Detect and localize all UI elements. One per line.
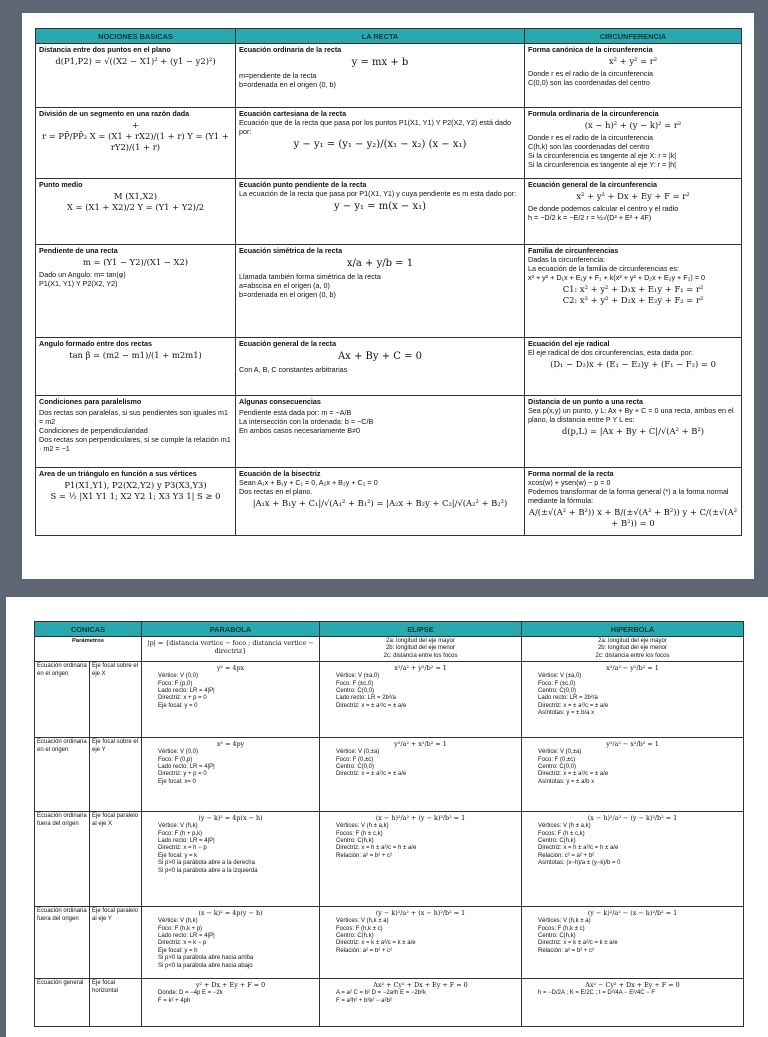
header-elipse: ELIPSE	[320, 622, 522, 637]
formula-title: Ecuación de la bisectriz	[239, 469, 321, 478]
formula-title: Angulo formado entre dos rectas	[39, 339, 153, 348]
formula-cell	[36, 245, 236, 338]
formula-row	[36, 179, 742, 245]
elipse-details: Vértices: V (h,k ± a) Focos: F (h,k ± c) Centro: C(h,k) Directriz: x = k ± a²/c = k ± a/e Relación: a² = b² + c²	[336, 918, 416, 954]
formula-equation: m = (Y1 − Y2)/(X1 − X2)	[82, 257, 189, 267]
parabola-equation: (y − k)² = 4p(x − h)	[198, 814, 263, 823]
conic-axis-label: Eje focal paralelo al eje X	[92, 813, 139, 827]
hiperbola-details: Vértices: V (h,k ± a) Focos: F (h,k ± c) Centro: C(h,k) Directriz: x = k ± a²/c = k ± a/e Relación: a² = b² + c²	[538, 918, 618, 954]
formula-cell	[236, 245, 525, 338]
formula-title: Forma normal de la recta	[528, 469, 614, 478]
formula-title: Punto medio	[39, 180, 83, 189]
hiperbola-equation: y²/a² − x²/b² = 1	[606, 740, 659, 749]
formula-title: Ecuación general de la circunferencia	[528, 180, 658, 189]
elipse-details: A = a² C = b² D = −2a²h E = −2b²k F = a²h² + b²k² − a²b²	[336, 990, 427, 1004]
formula-title: Formula ordinaria de la circunferencia	[528, 109, 659, 118]
formula-cell	[36, 396, 236, 468]
parabola-equation: (x − k)² = 4p(y − h)	[198, 909, 263, 918]
formula-equation: Ax + By + C = 0	[337, 351, 423, 362]
formula-equation: d(P1,P2) = √((X2 − X1)² + (y1 − y2)²)	[55, 56, 216, 66]
formula-equation: C1: x² + y² + D₁x + E₁y + F₁ = r² C2: x² + y² + D₂x + E₂y + F₂ = r²	[562, 284, 704, 305]
parabola-equation: x² = 4py	[216, 740, 245, 749]
formula-cell	[525, 108, 742, 179]
conic-case-cell	[35, 907, 90, 979]
elipse-cell	[320, 662, 522, 738]
formula-text: m=pendiente de la recta b=ordenada en el origen (0, b)	[239, 71, 336, 89]
formula-equation: tan β = (m2 − m1)/(1 + m2m1)	[69, 350, 202, 360]
formula-row	[36, 396, 742, 468]
conic-row	[35, 738, 744, 812]
params-elipse-text: 2a: longitud del eje mayor 2b: longitud del eje menor 2c: distancia entre los focos	[383, 638, 458, 659]
elipse-equation: x²/a² + y²/b² = 1	[394, 664, 447, 673]
formula-cell	[236, 468, 525, 536]
formula-cell	[36, 108, 236, 179]
formula-text: Dadas la circunferencia: La ecuación de la familia de circunferencias es: x² + y² + D₁x + E₁y + F₁ + k(x² + y² + D₂x + E₂y + F₂) = 0	[528, 255, 706, 282]
formula-equation: + r = PP̄/PP̄₂ X = (X1 + rX2)/(1 + r) Y = (Y1 + rY2)/(1 + r)	[42, 120, 229, 152]
hiperbola-details: Vértice: V (±a,0) Foco: F (±c,0) Centro: C(0,0) Lado recto: LR = 2b²/a Directriz: x = ± a²/c = ± a/e Asíntotas: y = ± b/a x	[538, 673, 609, 717]
parabola-equation: y² + Dx + Ey + F = 0	[195, 981, 266, 990]
conic-row	[35, 979, 744, 1027]
params-label: Parámetros	[35, 637, 142, 662]
formula-text: Sea p(x,y) un punto, y L: Ax + By + C = 0 una recta, ambos en el plano, la distancia entre P Y L es:	[528, 406, 734, 424]
formula-equation: M (X1,X2) X = (X1 + X2)/2 Y = (Y1 + Y2)/2	[66, 191, 205, 212]
formula-equation: P1(X1,Y1), P2(X2,Y2) y P3(X3,Y3) S = ½ |X1 Y1 1; X2 Y2 1; X3 Y3 1| S ≥ 0	[50, 480, 221, 501]
elipse-cell	[320, 812, 522, 907]
formula-title: Forma canónica de la circunferencia	[528, 45, 653, 54]
conic-row	[35, 812, 744, 907]
elipse-equation: (x − h)²/a² + (y − k)²/b² = 1	[375, 814, 466, 823]
conic-case-label: Ecuación ordinaria fuera del origen	[37, 813, 87, 827]
conic-axis-cell	[90, 662, 142, 738]
formula-text: Sean A₁x + B₁y + C₁ = 0, A₂x + B₂y + C₂ = 0 Dos rectas en el plano.	[239, 478, 378, 496]
header-hiperbola: HIPERBOLA	[522, 622, 744, 637]
formula-title: Familia de circunferencias	[528, 246, 619, 255]
conic-axis-cell	[90, 907, 142, 979]
formula-cell	[525, 396, 742, 468]
formula-text: El eje radical de dos circunferencias, esta dada por:	[528, 348, 694, 357]
formula-text: De donde podemos calcular el centro y el radio h = −D/2 k = −E/2 r = ½√(D² + E² + 4F)	[528, 204, 679, 222]
elipse-equation: Ax² + Cy² + Dx + Ey + F = 0	[373, 981, 468, 990]
conic-axis-cell	[90, 812, 142, 907]
formula-title: Ecuación simétrica de la recta	[239, 246, 343, 255]
parabola-cell	[142, 662, 320, 738]
elipse-details: Vértice: V (0,±a) Foco: F (0,±c) Centro: C(0,0) Directriz: x = ± a²/c = ± a/e	[336, 749, 407, 778]
parabola-cell	[142, 738, 320, 812]
hiperbola-details: Vértices: V (h ± a,k) Focos: F (h ± c,k) Centro: C(h,k) Directriz: x = h ± a²/c = h ± a/e Relación: c² = a² + b² Asíntotas: (x−h)/a ± (y−k)/b = 0	[538, 823, 621, 867]
formula-text: xcos(w) + ysen(w) − p = 0 Podemos transformar de la forma general (*) a la forma normal mediante la fórmula:	[528, 478, 729, 505]
conic-case-cell	[35, 979, 90, 1027]
formula-cell	[236, 338, 525, 396]
elipse-details: Vértice: V (±a,0) Foco: F (±c,0) Centro: C(0,0) Lado recto: LR = 2b²/a Directriz: x = ± a²/c = ± a/e	[336, 673, 407, 709]
formula-equation: y = mx + b	[351, 57, 409, 68]
elipse-equation: y²/a² + x²/b² = 1	[394, 740, 447, 749]
parabola-details: Vértice: V (h,k) Foco: F (h,k + p) Lado recto: LR = 4|P| Directriz: x = k − p Eje focal: y = h Si p>0 la parábola abre hacia arriba Si p<0 la parábola abre hacia abajo	[158, 918, 254, 969]
formula-title: Condiciones para paralelismo	[39, 397, 142, 406]
parabola-details: Vértice: V (0,0) Foco: F (0,p) Lado recto: LR = 4|P| Directriz: y + p = 0 Eje focal: x= 0	[158, 749, 215, 785]
formula-title: Algunas consecuencias	[239, 397, 321, 406]
elipse-cell	[320, 979, 522, 1027]
formula-text: Dado un Angulo: m= tan(φ) P1(X1, Y1) Y P2(X2, Y2)	[39, 270, 126, 288]
params-elipse	[320, 637, 522, 662]
parabola-equation: y² = 4px	[216, 664, 245, 673]
formula-title: División de un segmento en una razón dada	[39, 109, 190, 118]
elipse-equation: (y − k)²/a² + (x − h)²/b² = 1	[375, 909, 466, 918]
hiperbola-cell	[522, 662, 744, 738]
formula-sheet-conics	[6, 597, 768, 1037]
params-hiperbola-text: 2a: longitud del eje mayor 2b: longitud del eje menor 2c: distancia entre los focos	[595, 638, 670, 659]
parabola-cell	[142, 979, 320, 1027]
formula-title: Ecuación punto pendiente de la recta	[239, 180, 367, 189]
formula-row	[36, 245, 742, 338]
formula-cell	[525, 338, 742, 396]
formula-title: Area de un triángulo en función a sus vértices	[39, 469, 197, 478]
hiperbola-cell	[522, 907, 744, 979]
conic-case-label: Ecuación ordinaria en el origen	[37, 739, 87, 753]
header-la-recta: LA RECTA	[236, 29, 525, 44]
formula-cell	[36, 179, 236, 245]
formula-equation: x² + y² + Dx + Ey + F = r²	[576, 191, 690, 201]
formula-text: Dos rectas son paralelas, si sus pendientes son iguales m1 = m2 Condiciones de perpendicularidad Dos rectas son perpendiculares, si se cumple la relación m1 · m2 = −1	[39, 408, 231, 453]
formula-title: Ecuación ordinaria de la recta	[239, 45, 342, 54]
formula-title: Ecuación general de la recta	[239, 339, 337, 348]
formula-equation: d(p,L) = |Ax + By + C|/√(A² + B²)	[561, 426, 705, 436]
formula-title: Distancia de un punto a una recta	[528, 397, 644, 406]
hiperbola-equation: (x − h)²/a² − (y − k)²/b² = 1	[587, 814, 678, 823]
formula-cell	[236, 396, 525, 468]
formula-cell	[36, 338, 236, 396]
elipse-cell	[320, 738, 522, 812]
conic-axis-label: Eje focal paralelo al eje Y	[92, 908, 139, 922]
params-parabola-text: |p| = {distancia vertice − foco ; distancia vertice − directriz}	[147, 639, 314, 655]
conic-case-cell	[35, 662, 90, 738]
formula-text: Pendiente está dada por: m = −A/B La intersección con la ordenada: b = −C/B En ambos casos necesariamente B≠0	[239, 408, 374, 435]
hiperbola-equation: x²/a² − y²/b² = 1	[606, 664, 659, 673]
formula-row	[36, 338, 742, 396]
formula-cell	[236, 108, 525, 179]
parabola-details: Vértice: V (h,k) Foco: F (h + p,k) Lado recto: LR = 4|P| Directriz: x = h − p Eje focal: y = k Si p>0 la parábola abre a la derecha Si p<0 la parábola abre a la izquierda	[158, 823, 258, 874]
conic-axis-label: Eje focal sobre el eje X	[92, 663, 139, 677]
formula-text: Llamada también forma simétrica de la recta a=abscisa en el origen (a, 0) b=ordenada en el origen (0, b)	[239, 272, 381, 299]
formula-text: Con A, B, C constantes arbitrarias	[239, 365, 348, 374]
parabola-cell	[142, 812, 320, 907]
header-conicas: CONICAS	[35, 622, 142, 637]
params-hiperbola	[522, 637, 744, 662]
conic-case-label: Ecuación ordinaria fuera del origen	[37, 908, 87, 922]
hiperbola-details: h = −D/2A ; K = E/2C ; t = D²/4A − E²/4C − F	[538, 990, 656, 997]
params-row	[35, 637, 744, 662]
formula-cell	[525, 468, 742, 536]
formula-equation: y − y₁ = (y₁ − y₂)/(x₁ − x₂) (x − x₁)	[293, 139, 467, 150]
formula-equation: y − y₁ = m(x − x₁)	[333, 201, 427, 212]
formula-text: La ecuación de la recta que pasa por P1(X1, Y1) y cuya pendiente es m esta dado por:	[239, 189, 517, 198]
formula-title: Distancia entre dos puntos en el plano	[39, 45, 171, 54]
formula-cell	[525, 179, 742, 245]
formula-cell	[36, 468, 236, 536]
hiperbola-cell	[522, 812, 744, 907]
formula-title: Ecuación del eje radical	[528, 339, 610, 348]
hiperbola-equation: (y − k)²/a² − (x − h)²/b² = 1	[587, 909, 678, 918]
conics-table	[34, 621, 744, 1027]
formula-equation: (x − h)² + (y − k)² = r²	[584, 120, 682, 130]
hiperbola-details: Vértice: V (0,±a) Foco: F (0,±c) Centro: C(0,0) Directriz: x = ± a²/c = ± a/e Asíntotas: y = ± a/b x	[538, 749, 609, 785]
conic-row	[35, 907, 744, 979]
geometry-table	[35, 28, 742, 536]
formula-title: Ecuación cartesiana de la recta	[239, 109, 347, 118]
formula-equation: A/(±√(A² + B²)) x + B/(±√(A² + B²)) y + C/(±√(A² + B²)) = 0	[528, 507, 738, 528]
formula-cell	[236, 179, 525, 245]
elipse-details: Vértices: V (h ± a,k) Focos: F (h ± c,k) Centro: C(h,k) Directriz: x = h ± a²/c = h ± a/e Relación: a² = b² + c²	[336, 823, 417, 859]
conic-axis-cell	[90, 738, 142, 812]
formula-cell	[525, 44, 742, 108]
header-nociones-basicas: NOCIONES BASICAS	[36, 29, 236, 44]
formula-equation: x/a + y/b = 1	[346, 258, 414, 269]
formula-row	[36, 108, 742, 179]
conic-case-label: Ecuación general	[37, 980, 84, 987]
header-parabola: PARABOLA	[142, 622, 320, 637]
formula-title: Pendiente de una recta	[39, 246, 118, 255]
formula-text: Ecuación que de la recta que pasa por los puntos P1(X1, Y1) Y P2(X2, Y2) está dado por:	[239, 118, 511, 136]
formula-row	[36, 468, 742, 536]
conic-row	[35, 662, 744, 738]
formula-equation: x² + y² = r²	[608, 56, 658, 66]
formula-row	[36, 44, 742, 108]
hiperbola-cell	[522, 738, 744, 812]
formula-cell	[36, 44, 236, 108]
header-circunferencia: CIRCUNFERENCIA	[525, 29, 742, 44]
conic-case-label: Ecuación ordinaria en el origen	[37, 663, 87, 677]
formula-text: Donde r es el radio de la circunferencia C(0,0) son las coordenadas del centro	[528, 69, 654, 87]
formula-equation: (D₁ − D₂)x + (E₁ − E₂)y + (F₁ − F₂) = 0	[550, 359, 716, 369]
parabola-details: Vértice: V (0,0) Foco: F (p,0) Lado recto: LR = 4|P| Directriz: x + p = 0 Eje focal: y = 0	[158, 673, 215, 709]
parabola-details: Donde: D = −4p E = −2k F = k² + 4ph	[158, 990, 223, 1004]
conic-case-cell	[35, 812, 90, 907]
formula-text: Donde r es el radio de la circunferencia C(h,k) son las coordenadas del centro Si la circunferencia es tangente al eje X: r = |k| Si la circunferencia es tangente al eje Y: r = |h|	[528, 133, 677, 169]
elipse-cell	[320, 907, 522, 979]
conic-axis-label: Eje focal sobre el eje Y	[92, 739, 139, 753]
hiperbola-equation: Ax² − Cy² + Dx + Ey + F = 0	[585, 981, 680, 990]
formula-cell	[525, 245, 742, 338]
conic-axis-label: Eje focal horizontal	[92, 980, 119, 994]
hiperbola-cell	[522, 979, 744, 1027]
conic-case-cell	[35, 738, 90, 812]
formula-equation: |A₁x + B₁y + C₁|/√(A₁² + B₁²) = |A₂x + B₂y + C₂|/√(A₂² + B₂²)	[252, 498, 508, 508]
params-parabola	[142, 637, 320, 662]
conic-axis-cell	[90, 979, 142, 1027]
formula-sheet-geometry	[22, 13, 754, 579]
formula-cell	[236, 44, 525, 108]
parabola-cell	[142, 907, 320, 979]
